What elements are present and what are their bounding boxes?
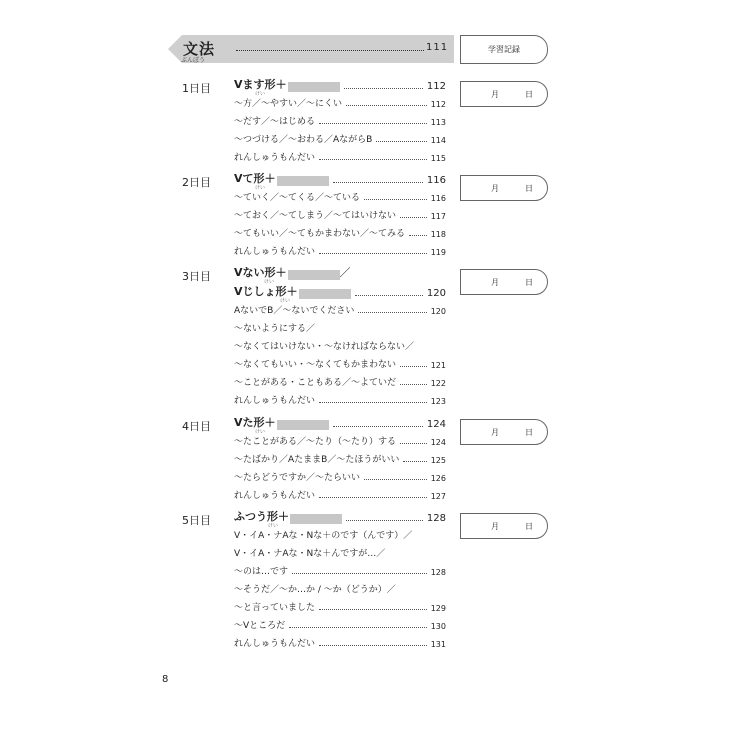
study-date-box[interactable]: 月 日 [460,81,548,107]
toc-line[interactable]: 〜Vところだ 130 [234,621,446,631]
toc-line[interactable]: AないでB／〜ないでください 120 [234,306,446,316]
toc-line[interactable]: 〜たらどうですか／〜たらいい 126 [234,473,446,483]
toc-line[interactable]: れんしゅうもんだい 127 [234,491,446,501]
day-5-label: 5日目 [182,514,211,527]
study-date-box[interactable]: 月 日 [460,175,548,201]
day-3-label: 3日目 [182,270,211,283]
study-date-box[interactable]: 月 日 [460,513,548,539]
toc-line[interactable]: 〜方／〜やすい／〜にくい 112 [234,99,446,109]
toc-line[interactable]: Vて形＋ 116 [234,172,446,186]
toc-line[interactable]: れんしゅうもんだい 123 [234,396,446,406]
redacted-box [277,420,329,430]
toc-line[interactable]: れんしゅうもんだい 115 [234,153,446,163]
toc-line[interactable]: 〜ておく／〜てしまう／〜てはいけない 117 [234,211,446,221]
toc-line[interactable]: 〜なくてはいけない・〜なければならない／ [234,342,415,352]
toc-line[interactable]: 〜ないようにする／ [234,324,316,334]
ruby: けい [255,185,266,191]
day-4-label: 4日目 [182,420,211,433]
day-2-label: 2日目 [182,176,211,189]
ruby: けい [264,279,275,285]
toc-line[interactable]: れんしゅうもんだい 131 [234,639,446,649]
redacted-box [288,270,340,280]
toc-line[interactable]: 〜ことがある・こともある／〜よていだ 122 [234,378,446,388]
toc-line[interactable]: 〜てもいい／〜てもかまわない／〜てみる 118 [234,229,446,239]
toc-line[interactable]: 〜のは…です 128 [234,567,446,577]
ruby: けい [255,91,266,97]
study-record-label: 学習記録 [460,35,548,64]
section-title: 文法 [183,40,216,58]
header-leader [236,50,424,51]
toc-line[interactable]: Vじしょ形＋ 120 [234,285,446,299]
ruby: けい [255,429,266,435]
toc-line[interactable]: Vない形＋ ／ [234,266,351,279]
toc-line[interactable]: 〜たばかり／AたままB／〜たほうがいい 125 [234,455,446,465]
toc-line[interactable]: 〜ていく／〜てくる／〜ている 116 [234,193,446,203]
toc-line[interactable]: 〜だす／〜はじめる 113 [234,117,446,127]
toc-line[interactable]: 〜なくてもいい・〜なくてもかまわない 121 [234,360,446,370]
toc-line[interactable]: 〜たことがある／〜たり（〜たり）する 124 [234,437,446,447]
study-date-box[interactable]: 月 日 [460,419,548,445]
toc-line[interactable]: 〜と言っていました 129 [234,603,446,613]
redacted-box [288,82,340,92]
ruby: けい [268,523,279,529]
toc-line[interactable]: 〜つづける／〜おわる／AながらB 114 [234,135,446,145]
toc-line[interactable]: Vます形＋ 112 [234,78,446,92]
redacted-box [299,289,351,299]
day-1-label: 1日目 [182,82,211,95]
toc-line[interactable]: V・イA・ナAな・Nな＋のです（んです）／ [234,531,413,541]
toc-line[interactable]: V・イA・ナAな・Nな＋んですが…／ [234,549,386,559]
redacted-box [277,176,329,186]
section-title-ruby: ぶんぽう [181,57,206,64]
toc-line[interactable]: れんしゅうもんだい 119 [234,247,446,257]
page-number: 8 [162,674,169,685]
toc-line[interactable]: 〜そうだ／〜か…か / 〜か（どうか）／ [234,585,396,595]
ruby: けい [280,298,291,304]
redacted-box [290,514,342,524]
toc-line[interactable]: ふつう形＋ 128 [234,510,446,524]
toc-line[interactable]: Vた形＋ 124 [234,416,446,430]
study-date-box[interactable]: 月 日 [460,269,548,295]
header-page-number: 111 [426,42,449,53]
